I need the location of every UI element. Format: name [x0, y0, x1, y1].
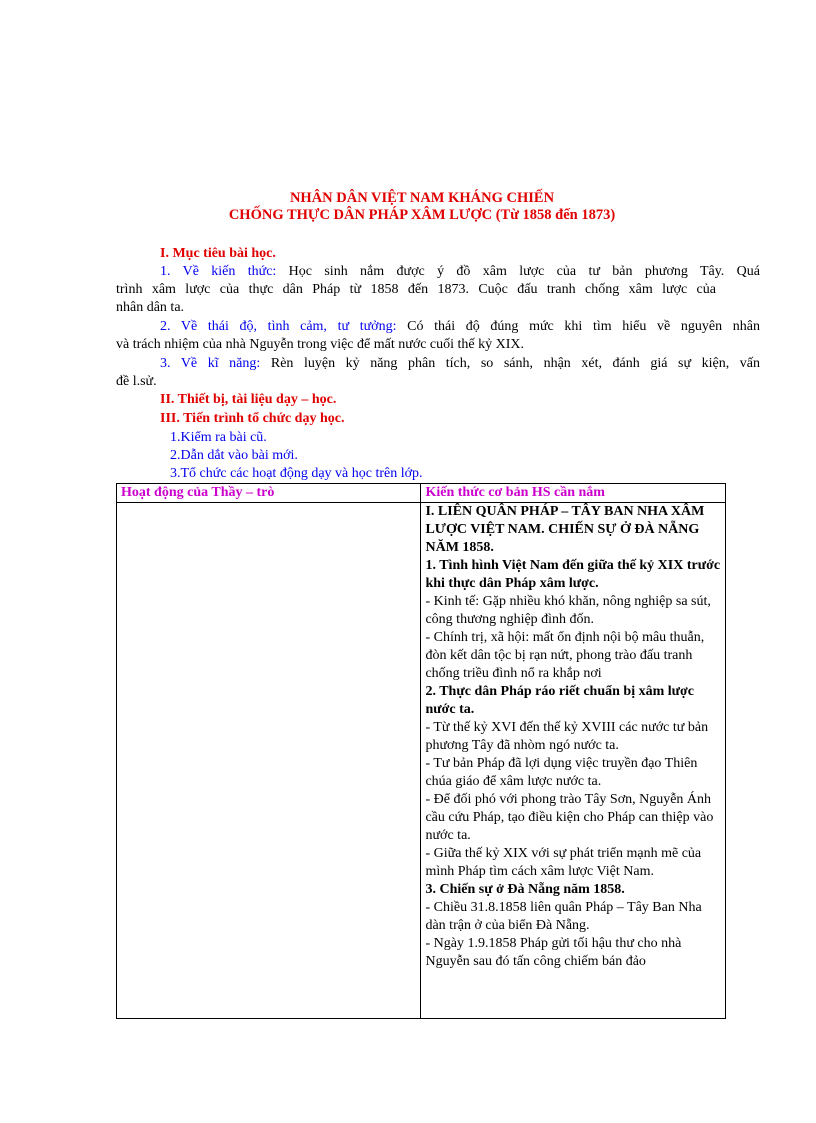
knowledge-line-3: nhân dân ta.: [116, 300, 185, 315]
knowledge-label: 1. Về kiến thức:: [160, 264, 277, 279]
skill-label: 3. Về kĩ năng:: [160, 356, 261, 371]
knowledge-line-2: trình xâm lược của thực dân Pháp từ 1858 đến 1873. Cuộc đấu tranh chống xâm lược của: [116, 282, 716, 297]
equipment-heading: II. Thiết bị, tài liệu dạy – học.: [160, 392, 337, 407]
attitude-line-1: 2. Về thái độ, tình cảm, tư tưởng: Có thái độ đúng mức khi tìm hiểu về nguyên nhân: [160, 319, 760, 334]
section-title: I. LIÊN QUÂN PHÁP – TÂY BAN NHA XÂM LƯỢC VIỆT NAM. CHIẾN SỰ Ở ĐÀ NẴNG NĂM 1858.: [425, 504, 705, 555]
attitude-line-2: và trách nhiệm của nhà Nguyễn trong việc để mất nước cuối thế kỷ XIX.: [116, 337, 525, 352]
list-item: - Kinh tế: Gặp nhiều khó khăn, nông nghiệp sa sút, công thương nghiệp đình đốn.: [425, 594, 711, 627]
knowledge-cell: [421, 503, 726, 1019]
objectives-heading: I. Mục tiêu bài học.: [160, 246, 276, 261]
lesson-title-line-2: CHỐNG THỰC DÂN PHÁP XÂM LƯỢC (Từ 1858 đến 1873): [228, 207, 616, 223]
list-item: - Chính trị, xã hội: mất ổn định nội bộ mâu thuẫn, đòn kết dân tộc bị rạn nứt, phong trào đấu tranh chống triều đình nổ ra khắp nơi: [425, 630, 705, 681]
process-step-1: 1.Kiểm ra bài cũ.: [170, 430, 267, 445]
skill-line-2: đề l.sử.: [116, 374, 157, 389]
process-step-3: 3.Tổ chức các hoạt động dạy và học trên lớp.: [170, 466, 423, 481]
list-item: - Ngày 1.9.1858 Pháp gửi tối hậu thư cho nhà Nguyễn sau đó tấn công chiếm bán đảo: [425, 936, 682, 969]
lesson-title-line-1: NHÂN DÂN VIỆT NAM KHÁNG CHIẾN: [289, 190, 555, 206]
skill-line-1: 3. Về kĩ năng: Rèn luyện kỷ năng phân tích, so sánh, nhận xét, đánh giá sự kiện, vấn: [160, 356, 760, 371]
list-item: - Chiều 31.8.1858 liên quân Pháp – Tây Ban Nha dàn trận ở của biển Đà Nẵng.: [425, 900, 702, 933]
lesson-table: [116, 483, 726, 1019]
list-item: - Giữa thế kỷ XIX với sự phát triển mạnh mẽ của mình Pháp tìm cách xâm lược Việt Nam.: [425, 846, 702, 879]
activities-cell: [117, 503, 421, 1019]
list-item: - Để đối phó với phong trào Tây Sơn, Nguyễn Ánh cầu cứu Pháp, tạo điều kiện cho Pháp can thiệp vào nước ta.: [425, 792, 714, 843]
process-step-2: 2.Dẫn dắt vào bài mới.: [170, 448, 298, 463]
list-item: - Tư bản Pháp đã lợi dụng việc truyền đạo Thiên chúa giáo để xâm lược nước ta.: [425, 756, 698, 789]
attitude-label: 2. Về thái độ, tình cảm, tư tưởng:: [160, 319, 397, 334]
subsection-1-title: 1. Tình hình Việt Nam đến giữa thế kỷ XIX trước khi thực dân Pháp xâm lược.: [425, 558, 721, 591]
knowledge-line-1: 1. Về kiến thức: Học sinh nắm được ý đồ xâm lược của tư bản phương Tây. Quá: [160, 264, 760, 279]
table-header-teacher-student: Hoạt động của Thầy – trò: [117, 484, 421, 503]
process-heading: III. Tiến trình tổ chức dạy học.: [160, 411, 345, 426]
subsection-3-title: 3. Chiến sự ở Đà Nẵng năm 1858.: [425, 882, 625, 897]
table-header-basic-knowledge: Kiến thức cơ bản HS cần nắm: [421, 484, 726, 503]
subsection-2-title: 2. Thực dân Pháp ráo riết chuẩn bị xâm lược nước ta.: [425, 684, 695, 717]
list-item: - Từ thế kỷ XVI đến thế kỷ XVIII các nước tư bản phương Tây đã nhòm ngó nước ta.: [425, 720, 709, 753]
